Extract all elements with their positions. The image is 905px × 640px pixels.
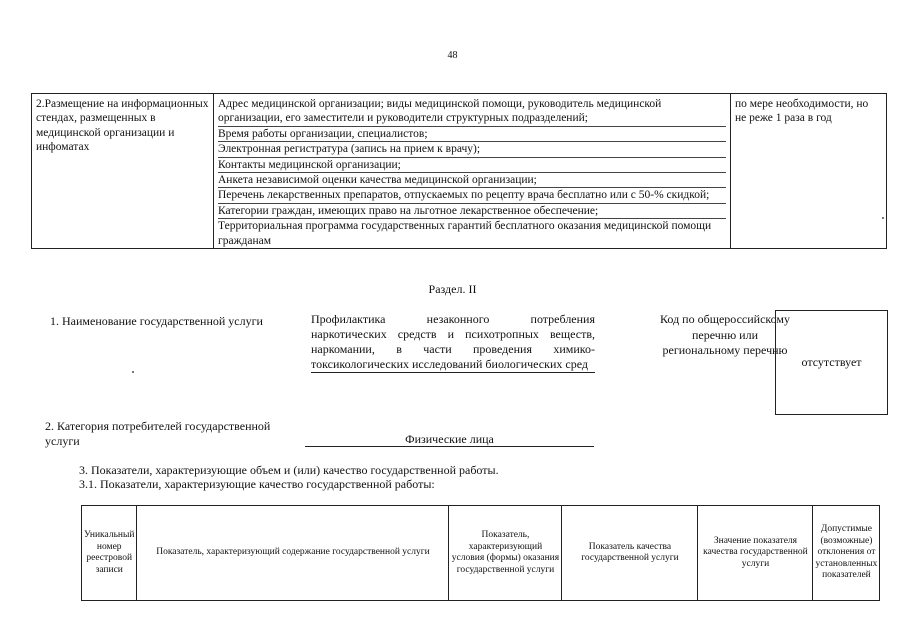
content-line: Анкета независимой оценки качества медицинской организации; [218, 173, 726, 188]
page-number: 48 [447, 50, 458, 61]
content-line: Перечень лекарственных препаратов, отпускаемых по рецепту врача бесплатно или с 50-% скидкой; [218, 188, 726, 203]
header-quality-value: Значение показателя качества государственной услуги [698, 506, 813, 601]
scan-dot [882, 217, 884, 219]
quality-indicators-heading: 3.1. Показатели, характеризующие качество государственной работы: [79, 477, 435, 491]
header-quality-indicator: Показатель качества государственной услуги [562, 506, 698, 601]
section-title: Раздел. II [428, 282, 477, 296]
consumer-category-label: 2. Категория потребителей государственной услуги [45, 419, 271, 448]
content-line: Категории граждан, имеющих право на льготное лекарственное обеспечение; [218, 204, 726, 219]
table-header-row [82, 506, 880, 601]
frequency-cell: по мере необходимости, но не реже 1 раза в год [731, 94, 887, 249]
indicators-heading: 3. Показатели, характеризующие объем и (или) качество государственной работы. [79, 463, 499, 477]
service-code-box [775, 310, 888, 415]
header-content-indicator: Показатель, характеризующий содержание государственной услуги [137, 506, 449, 601]
table-row [32, 94, 887, 249]
consumer-category-value: Физические лица [305, 432, 594, 447]
header-conditions-indicator: Показатель, характеризующий условия (формы) оказания государственной услуги [449, 506, 562, 601]
header-registry-number: Уникальный номер реестровой записи [82, 506, 137, 601]
placement-method-cell: 2.Размещение на информационных стендах, размещенных в медицинской организации и инфоматах [32, 94, 214, 249]
header-allowed-deviation: Допустимые (возможные) отклонения от установленных показателей [813, 506, 880, 601]
content-line: Адрес медицинской организации; виды медицинской помощи, руководитель медицинской организации, его заместители и руководители структурных подразделений; [218, 97, 726, 127]
content-line: Электронная регистратура (запись на прием к врачу); [218, 142, 726, 157]
quality-table [81, 505, 880, 601]
content-line: Территориальная программа государственных гарантий бесплатного оказания медицинской помощи гражданам [218, 220, 712, 247]
service-code-value: отсутствует [801, 355, 862, 369]
info-placement-table [31, 93, 887, 249]
service-name-label: 1. Наименование государственной услуги [50, 314, 263, 328]
placement-content-cell [214, 94, 731, 249]
service-name-value: Профилактика незаконного потребления наркотических средств и психотропных веществ, наркомании, в части проведения химико-токсикологических исследований биологических сред [311, 312, 595, 371]
content-line: Контакты медицинской организации; [218, 158, 726, 173]
scan-dot [132, 371, 134, 373]
content-line: Время работы организации, специалистов; [218, 127, 726, 142]
service-code-label: Код по общероссийскому перечню или региональному перечню [660, 312, 790, 357]
